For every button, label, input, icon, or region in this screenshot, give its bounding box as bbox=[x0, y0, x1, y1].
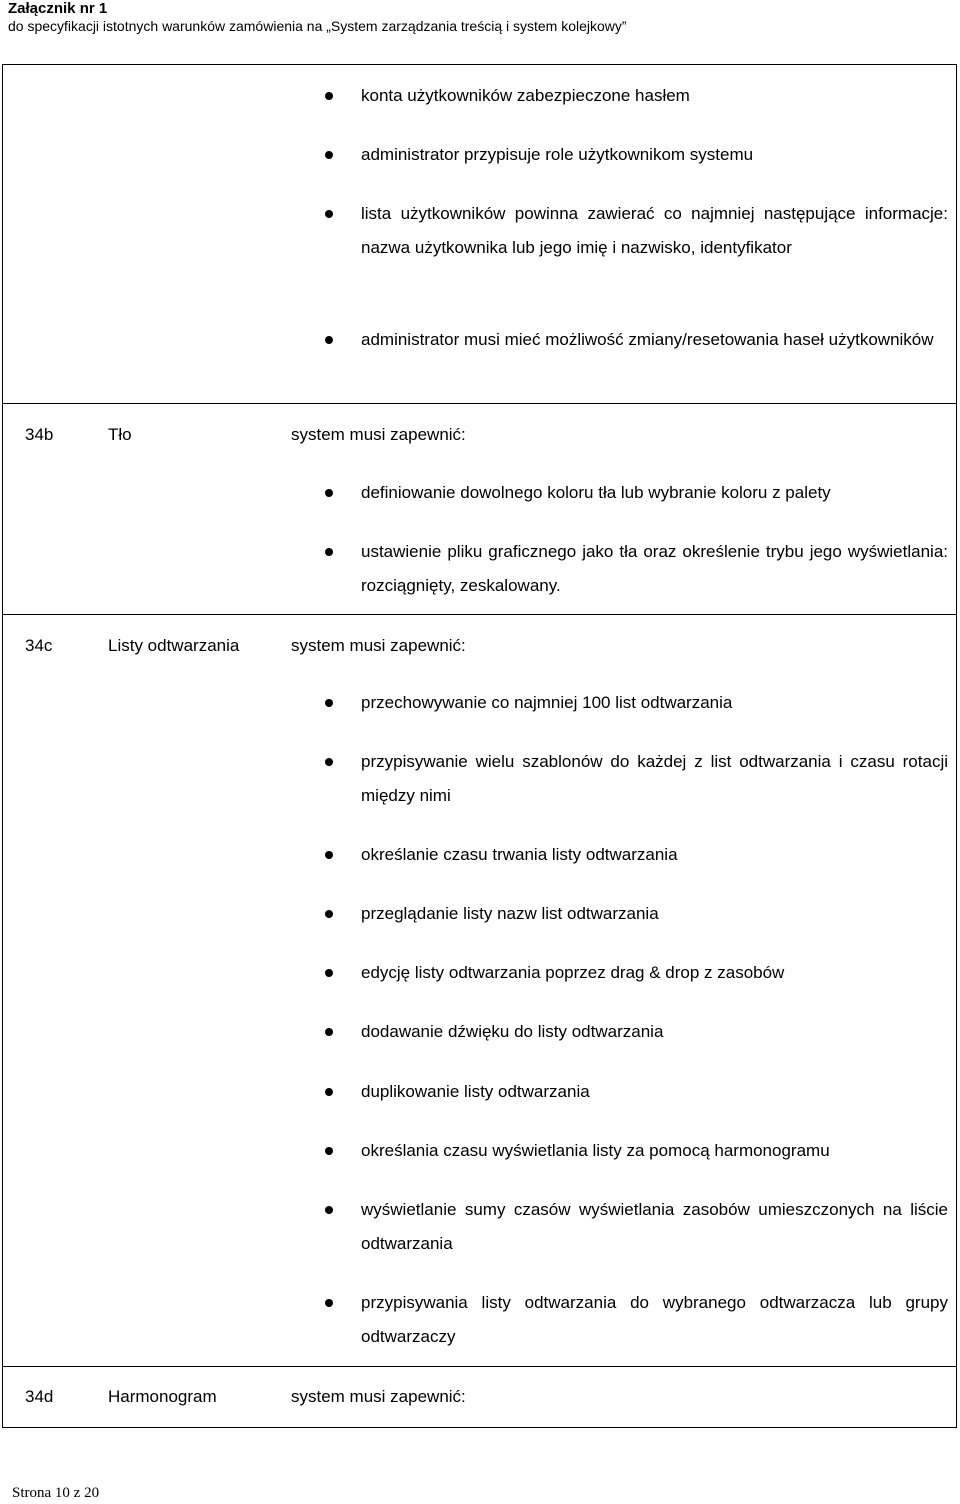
bullet-icon bbox=[325, 92, 333, 100]
bullet-icon bbox=[325, 1028, 333, 1036]
bullet-icon bbox=[325, 1147, 333, 1155]
bullet-icon bbox=[325, 969, 333, 977]
table-border-left bbox=[2, 64, 3, 1428]
list-item: administrator musi mieć możliwość zmiany/resetowania haseł użytkowników bbox=[361, 330, 934, 349]
list-item: lista użytkowników powinna zawierać co najmniej następujące informacje: nazwa użytkownika lub jego imię i nazwisko, identyfikator bbox=[361, 204, 948, 257]
table-border-bottom bbox=[2, 1427, 957, 1428]
header-title: Załącznik nr 1 bbox=[8, 0, 108, 17]
list-item: przechowywanie co najmniej 100 list odtwarzania bbox=[361, 693, 733, 712]
header-subtitle: do specyfikacji istotnych warunków zamówienia na „System zarządzania treścią i system kolejkowy” bbox=[8, 18, 627, 34]
row-name: Listy odtwarzania bbox=[108, 636, 240, 655]
table-border-right bbox=[956, 64, 957, 1428]
row-number: 34b bbox=[25, 425, 54, 444]
row-name: Harmonogram bbox=[108, 1387, 217, 1406]
table-border-top bbox=[2, 64, 957, 65]
list-item: konta użytkowników zabezpieczone hasłem bbox=[361, 86, 690, 105]
bullet-icon bbox=[325, 151, 333, 159]
list-item: przypisywania listy odtwarzania do wybranego odtwarzacza lub grupy odtwarzaczy bbox=[361, 1293, 948, 1346]
list-item: określanie czasu trwania listy odtwarzania bbox=[361, 845, 678, 864]
row-number: 34c bbox=[25, 636, 53, 655]
bullet-icon bbox=[325, 699, 333, 707]
bullet-icon bbox=[325, 336, 333, 344]
list-item: administrator przypisuje role użytkownikom systemu bbox=[361, 145, 754, 164]
list-item: duplikowanie listy odtwarzania bbox=[361, 1082, 590, 1101]
bullet-icon bbox=[325, 851, 333, 859]
row-number: 34d bbox=[25, 1387, 54, 1406]
bullet-icon bbox=[325, 210, 333, 218]
row-intro: system musi zapewnić: bbox=[291, 425, 466, 444]
bullet-icon bbox=[325, 1299, 333, 1307]
list-item: ustawienie pliku graficznego jako tła oraz określenie trybu jego wyświetlania: rozciągnięty, zeskalowany. bbox=[361, 542, 948, 595]
table-row-divider bbox=[2, 1366, 957, 1367]
list-item: przeglądanie listy nazw list odtwarzania bbox=[361, 904, 659, 923]
row-intro: system musi zapewnić: bbox=[291, 636, 466, 655]
row-name: Tło bbox=[108, 425, 132, 444]
page-number: Strona 10 z 20 bbox=[12, 1485, 100, 1501]
bullet-icon bbox=[325, 910, 333, 918]
table-row-divider bbox=[2, 614, 957, 615]
table-row-divider bbox=[2, 403, 957, 404]
bullet-icon bbox=[325, 1088, 333, 1096]
bullet-icon bbox=[325, 548, 333, 556]
bullet-icon bbox=[325, 758, 333, 766]
list-item: określania czasu wyświetlania listy za pomocą harmonogramu bbox=[361, 1141, 830, 1160]
bullet-icon bbox=[325, 1206, 333, 1214]
bullet-icon bbox=[325, 489, 333, 497]
list-item: definiowanie dowolnego koloru tła lub wybranie koloru z palety bbox=[361, 483, 831, 502]
list-item: przypisywanie wielu szablonów do każdej z list odtwarzania i czasu rotacji między nimi bbox=[361, 752, 948, 805]
row-intro: system musi zapewnić: bbox=[291, 1387, 466, 1406]
list-item: wyświetlanie sumy czasów wyświetlania zasobów umieszczonych na liście odtwarzania bbox=[361, 1200, 948, 1253]
list-item: dodawanie dźwięku do listy odtwarzania bbox=[361, 1022, 664, 1041]
list-item: edycję listy odtwarzania poprzez drag & drop z zasobów bbox=[361, 963, 785, 982]
